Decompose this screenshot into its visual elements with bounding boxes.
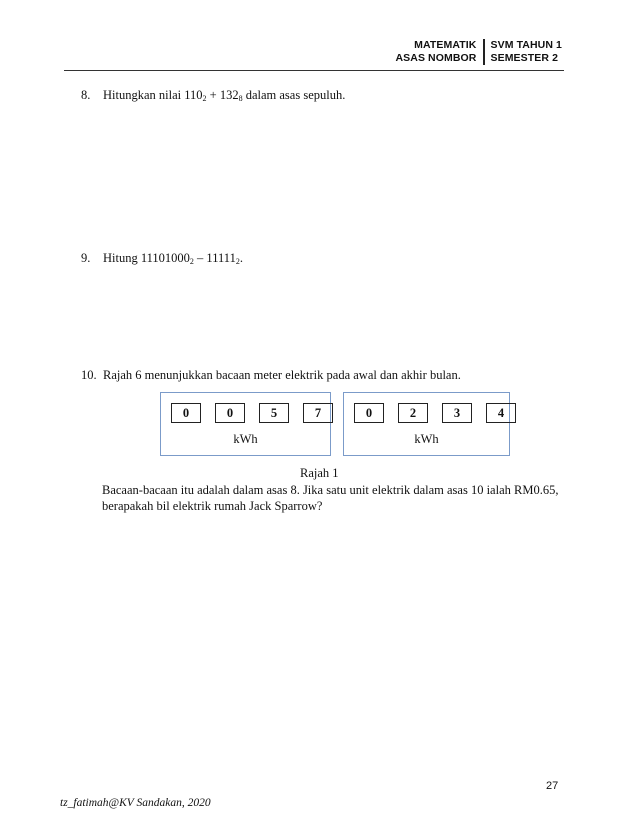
meter-start (160, 392, 331, 456)
q8-part: Hitungkan nilai 110 (103, 88, 203, 102)
header-topic: ASAS NOMBOR (395, 52, 477, 64)
q8-base-a: 2 (202, 94, 207, 103)
q8-base-b: 8 (238, 94, 243, 103)
meter-digit: 5 (259, 403, 289, 423)
page-number: 27 (546, 780, 559, 792)
meter-end-unit: kWh (414, 432, 439, 446)
question-8-text (103, 87, 345, 103)
q8-part: + 132 (206, 88, 239, 102)
q9-part: . (239, 251, 243, 265)
header-subject: MATEMATIK (414, 39, 477, 51)
meter-digit: 0 (354, 403, 384, 423)
question-9-number: 9. (81, 251, 91, 265)
header-right (483, 39, 563, 65)
q9-part: Hitung 11101000 (103, 251, 190, 265)
question-10-number: 10. (81, 368, 97, 382)
meter-end-digits (354, 403, 516, 423)
header-semester: SEMESTER 2 (490, 52, 559, 64)
header-left (395, 39, 482, 65)
figure-caption: Rajah 1 (300, 466, 339, 480)
q9-part: – 11111 (193, 251, 236, 265)
page-header (395, 39, 562, 65)
footer-credit: tz_fatimah@KV Sandakan, 2020 (60, 797, 211, 809)
meter-digit: 0 (215, 403, 245, 423)
q9-base-a: 2 (189, 257, 194, 266)
question-10-para-1: Bacaan-bacaan itu adalah dalam asas 8. Jika satu unit elektrik dalam asas 10 ialah RM0.65, (102, 483, 559, 497)
meter-digit: 0 (171, 403, 201, 423)
meter-digit: 4 (486, 403, 516, 423)
header-rule (64, 70, 564, 71)
header-course: SVM TAHUN 1 (490, 39, 562, 51)
question-10-para-2: berapakah bil elektrik rumah Jack Sparrow? (102, 499, 323, 513)
question-10-text: Rajah 6 menunjukkan bacaan meter elektrik pada awal dan akhir bulan. (103, 368, 461, 382)
meter-digit: 2 (398, 403, 428, 423)
meter-end (343, 392, 510, 456)
meter-digit: 7 (303, 403, 333, 423)
meter-start-unit: kWh (233, 432, 258, 446)
meter-start-digits (171, 403, 333, 423)
meter-digit: 3 (442, 403, 472, 423)
q8-part: dalam asas sepuluh. (242, 88, 346, 102)
question-8-number: 8. (81, 88, 91, 102)
q9-base-b: 2 (235, 257, 240, 266)
question-9-text (103, 250, 243, 266)
